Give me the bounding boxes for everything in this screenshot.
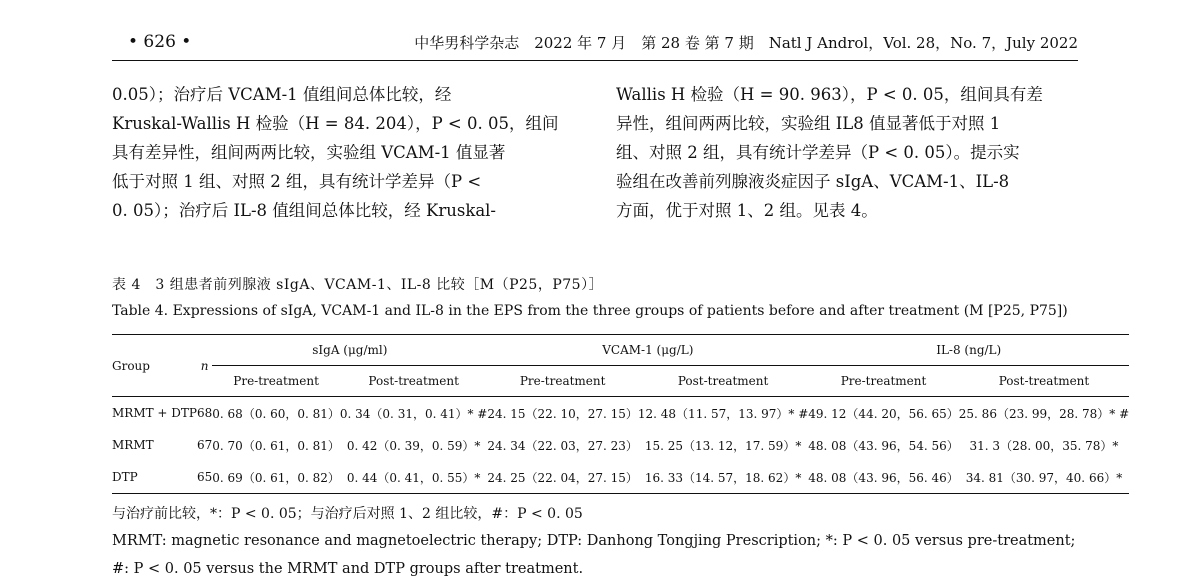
header-vcam: VCAM-1 (μg/L) xyxy=(487,335,808,366)
body-line: 方面，优于对照 1、2 组。见表 4。 xyxy=(616,201,878,220)
body-line: 验组在改善前列腺液炎症因子 sIgA、VCAM-1、IL-8 xyxy=(616,172,1010,191)
header-siga: sIgA (μg/ml) xyxy=(212,335,487,366)
cell-group: DTP xyxy=(112,461,197,494)
body-column-left xyxy=(112,80,578,225)
cell-value: 0. 69（0. 61，0. 82） xyxy=(212,461,340,494)
header-post: Post-treatment xyxy=(340,366,487,397)
body-line: Wallis H 检验（H = 90. 963），P < 0. 05，组间具有差 xyxy=(616,85,1043,104)
header-group: Group xyxy=(112,335,197,397)
running-header xyxy=(112,32,1078,58)
body-line: 0. 05）；治疗后 IL-8 值组间总体比较，经 Kruskal- xyxy=(112,201,497,220)
header-pre: Pre-treatment xyxy=(212,366,340,397)
header-n: n xyxy=(197,335,212,397)
table-note-chinese: 与治疗前比较，*：P < 0. 05；与治疗后对照 1、2 组比较，#：P < 0. 05 xyxy=(112,506,583,522)
header-post: Post-treatment xyxy=(638,366,808,397)
table-note-english: MRMT: magnetic resonance and magnetoelectric therapy; DTP: Danhong Tongjing Prescription; *: P < 0. 05 versus pre-treatment; xyxy=(112,533,1076,549)
cell-value: 24. 15（22. 10，27. 15） xyxy=(487,406,638,421)
page-number: • 626 • xyxy=(128,32,192,52)
cell-value: 24. 34（22. 03，27. 23） xyxy=(487,438,638,453)
body-line: 0.05）；治疗后 VCAM-1 值组间总体比较，经 xyxy=(112,85,452,104)
body-line: 具有差异性，组间两两比较，实验组 VCAM-1 值显著 xyxy=(112,143,506,162)
header-post: Post-treatment xyxy=(959,366,1129,397)
cell-value: 15. 25（13. 12，17. 59）* xyxy=(644,438,802,453)
cell-group: MRMT + DTP xyxy=(112,406,197,420)
cell-value: 0. 42（0. 39，0. 59）* xyxy=(346,438,481,453)
body-line: Kruskal-Wallis H 检验（H = 84. 204），P < 0. 05，组间 xyxy=(112,114,559,133)
cell-n: 65 xyxy=(197,461,212,494)
header-pre: Pre-treatment xyxy=(487,366,638,397)
header-pre: Pre-treatment xyxy=(808,366,959,397)
cell-value: 49. 12（44. 20，56. 65） xyxy=(808,406,959,421)
body-line: 异性，组间两两比较，实验组 IL8 值显著低于对照 1 xyxy=(616,114,1001,133)
table-caption-chinese: 表 4 3 组患者前列腺液 sIgA、VCAM-1、IL-8 比较［M（P25，P75）］ xyxy=(112,277,604,293)
header-rule xyxy=(112,60,1078,61)
cell-value: 0. 70（0. 61，0. 81） xyxy=(212,438,340,453)
cell-group: MRMT xyxy=(112,438,154,452)
cell-value: 16. 33（14. 57，18. 62）* xyxy=(638,461,808,494)
cell-value: 24. 25（22. 04，27. 15） xyxy=(487,461,638,494)
journal-citation: 中华男科学杂志 2022 年 7 月 第 28 卷 第 7 期 Natl J Androl，Vol. 28，No. 7，July 2022 xyxy=(414,34,1078,52)
cell-value: 12. 48（11. 57，13. 97）* # xyxy=(637,406,809,421)
table-row xyxy=(112,429,1129,461)
body-column-right xyxy=(616,80,1082,225)
cell-value: 48. 08（43. 96，54. 56） xyxy=(808,438,959,453)
cell-value: 25. 86（23. 99，28. 78）* # xyxy=(958,406,1130,421)
results-table xyxy=(112,334,1129,494)
cell-value: 31. 3（28. 00，35. 78）* xyxy=(969,438,1119,453)
body-line: 低于对照 1 组、对照 2 组，具有统计学差异（P < xyxy=(112,172,482,191)
table-caption-english: Table 4. Expressions of sIgA, VCAM-1 and IL-8 in the EPS from the three groups of patients before and after treatment (M [P25, P75]) xyxy=(112,303,1068,319)
cell-value: 48. 08（43. 96，56. 46） xyxy=(808,461,959,494)
cell-value: 34. 81（30. 97，40. 66）* xyxy=(959,461,1129,494)
cell-n: 67 xyxy=(197,438,213,452)
table-note-english: #: P < 0. 05 versus the MRMT and DTP groups after treatment. xyxy=(112,561,584,577)
body-line: 组、对照 2 组，具有统计学差异（P < 0. 05）。提示实 xyxy=(616,143,1020,162)
cell-value: 0. 34（0. 31，0. 41）* # xyxy=(339,406,488,421)
table-row xyxy=(112,461,1129,494)
cell-value: 0. 68（0. 60，0. 81） xyxy=(212,406,340,421)
cell-value: 0. 44（0. 41，0. 55）* xyxy=(340,461,487,494)
cell-n: 68 xyxy=(197,406,213,420)
table-row xyxy=(112,397,1129,430)
header-il8: IL-8 (ng/L) xyxy=(808,335,1129,366)
